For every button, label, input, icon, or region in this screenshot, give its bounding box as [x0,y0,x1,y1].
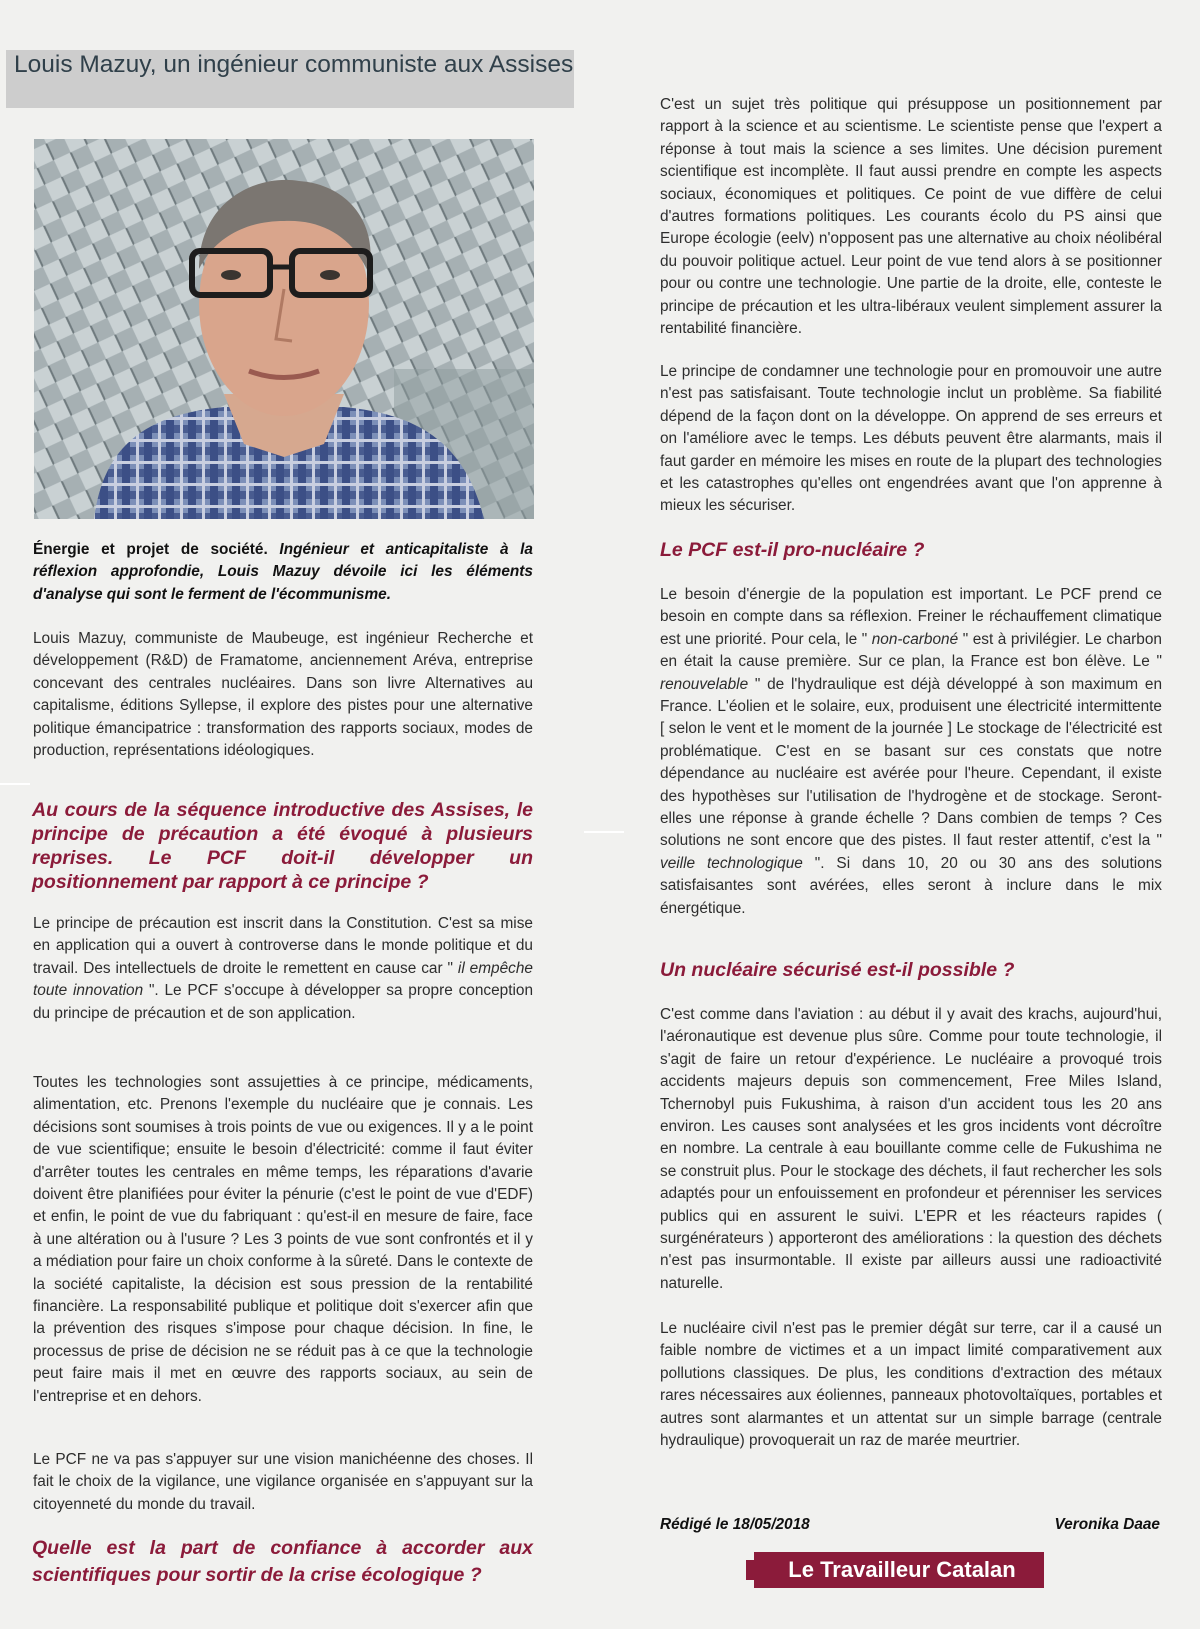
divider [0,783,30,785]
answer-3-text-a: Le besoin d'énergie de la population est important. Le PCF prend ce besoin en compte dans sa réflexion. Freiner le réchauffement climatique est une priorité. Pour cela, le " [660,586,1162,648]
answer-2-paragraph-2: Le principe de condamner une technologie pour en promouvoir une autre n'est pas satisfaisant. Toute technologie inclut un problème. Sa fiabilité dépend de la façon dont on la développe. On apprend de ses erreurs et on l'améliore avec le temps. Les débuts peuvent être alarmants, mais il faut garder en mémoire les mises en route de la plupart des technologies et les catastrophes qu'elles ont engendrées avant que l'on apprenne à mieux les sécuriser. [660,363,1162,515]
answer-4-paragraph-2: Le nucléaire civil n'est pas le premier dégât sur terre, car il a causé un faible nombre de victimes et a un impact limité comparativement aux pollutions classiques. De plus, les conditions d'extraction des métaux rares nécessaires aux éoliennes, panneaux photovoltaïques, portables et autres sont alarmantes et un attentat sur un simple barrage (centrale hydraulique) provoquerait un raz de marée meurtrier. [660,1320,1162,1450]
answer-3-paragraph [660,584,1162,920]
answer-3-text-c: " de l'hydraulique est déjà développé à son maximum en France. L'éolien et le solaire, eux, produisent une électricité intermittente [ selon le vent et le moment de la journée ] Le stockage de l'électricité est problématique. C'est en se basant sur ces constats que notre dépendance au nucléaire est avérée pour l'heure. Cependant, il existe des hypothèses sur l'utilisation de l'hydrogène et de stockage. Seront-elles une réponse à grande échelle ? Dans combien de temps ? Ces solutions ne sont encore que des pistes. Il faut rester attentif, c'est la " [660,675,1162,850]
logo-mark-inner [746,1560,760,1580]
answer-4-paragraph-1: C'est comme dans l'aviation : au début il y avait des krachs, aujourd'hui, l'aéronautique est devenue plus sûre. Comme pour toute technologie, il s'agit de faire un retour d'expérience. Le nucléaire a provoqué trois accidents majeurs depuis son commencement, Free Miles Island, Tchernobyl puis Fukushima, à raison d'un accident tous les 20 ans environ. Les causes sont analysées et les gros incidents vont décroître en nombre. La centrale à eau bouillante comme celle de Fukushima ne se construit plus. Pour le stockage des déchets, il faut rechercher les sols adaptés pour un enfouissement en profondeur et pérenniser les services publics qui en assurent le suivi. L'EPR et les réacteurs rapides ( surgénérateurs ) apporteront des améliorations : la question des déchets n'est pas insurmontable. Il existe par ailleurs aussi une radioactivité naturelle. [660,1006,1162,1292]
answer-1-paragraph-1 [33,913,533,1025]
intro-paragraph [33,539,533,606]
answer-3-text-b: " est à privilégier. Le charbon en était la cause première. Sur ce plan, la France est bon élève. Le " [660,630,1162,671]
answer-1-text-b: ". Le PCF s'occupe à développer sa propre conception du principe de précaution et de son application. [33,982,534,1022]
divider [584,831,624,833]
article-title: Louis Mazuy, un ingénieur communiste aux Assises [6,50,574,108]
author-name: Veronika Daae [1054,1516,1160,1533]
answer-1-text-a: Le principe de précaution est inscrit dans la Constitution. C'est sa mise en application qui a ouvert à controverse dans le monde politique et du travail. Des intellectuels de droite le remettent en cause car " [33,915,533,977]
question-4: Un nucléaire sécurisé est-il possible ? [660,959,1015,981]
question-3: Le PCF est-il pro-nucléaire ? [660,539,925,561]
answer-3-text-d: ". Si dans 10, 20 ou 30 ans des solutions satisfaisantes sont avérées, elles seront à inclure dans le mix énergétique. [660,854,1162,917]
publication-date: Rédigé le 18/05/2018 [660,1516,810,1533]
answer-1-paragraph-3: Le PCF ne va pas s'appuyer sur une vision manichéenne des choses. Il fait le choix de la vigilance, une vigilance organisée en s'appuyant sur la citoyenneté du monde du travail. [33,1451,533,1513]
publication-logo [736,1552,1044,1588]
question-1: Au cours de la séquence introductive des Assises, le principe de précaution a été évoqué à plusieurs reprises. Le PCF doit-il développer un positionnement par rapport à ce principe ? [32,799,533,893]
answer-1-paragraph-2: Toutes les technologies sont assujetties à ce principe, médicaments, alimentation, etc. Prenons l'exemple du nucléaire que je connais. Les décisions sont soumises à trois points de vue ou exigences. Il y a le point de vue scientifique; ensuite le besoin d'électricité: comme il faut éviter d'arrêter toutes les centrales en même temps, les réparations d'avarie doivent être planifiées pour éviter la pénurie (c'est le point de vue d'EDF) et enfin, le point de vue du fabriquant : qu'est-il en mesure de faire, face à une altération ou à l'usure ? Les 3 points de vue sont confrontés et il y a médiation pour faire un choix conforme à la sûreté. Dans le contexte de la société capitaliste, la décision est sous pression de la rentabilité financière. La responsabilité publique et politique doit s'exercer afin que la prévention des risques s'impose pour chaque décision. In fine, le processus de prise de décision ne se réduit pas à ce que la technologie peut faire mais il met en œuvre des rapports sociaux, au sein de l'entreprise et en dehors. [33,1074,533,1405]
question-2: Quelle est la part de confiance à accorder aux scientifiques pour sortir de la crise écologique ? [32,1537,533,1586]
bio-paragraph: Louis Mazuy, communiste de Maubeuge, est ingénieur Recherche et développement (R&D) de Framatome, anciennement Aréva, entreprise concevant des centrales nucléaires. Dans son livre Alternatives au capitalisme, éditions Syllepse, il explore des pistes pour une alternative politique émancipatrice : transformation des rapports sociaux, modes de production, représentations idéologiques. [33,630,533,760]
right-column [600,0,1200,1629]
portrait-photo [34,139,534,519]
publication-name: Le Travailleur Catalan [788,1557,1016,1582]
left-column [0,0,580,1629]
answer-1-quote: il empêche toute innovation [33,959,533,1000]
answer-3-em-3: veille technologique [660,854,803,872]
answer-2-paragraph-1: C'est un sujet très politique qui présuppose un positionnement par rapport à la science et au scientisme. Le scientiste pense que l'expert a réponse à tout mais la science a ses limites. Une décision purement scientifique est incomplète. Il faut aussi prendre en compte les aspects sociaux, économiques et politiques. Ce point de vue diffère de celui d'autres formations politiques. Les courants écolo du PS ainsi que Europe écologie (eelv) n'opposent pas une alternative au choix néolibéral du pouvoir politique actuel. Leur point de vue tend alors à se positionner pour ou contre une technologie. Une partie de la droite, elle, conteste le principe de précaution et les ultra-libéraux veulent simplement assurer la rentabilité financière. [660,96,1162,338]
intro-lead: Énergie et projet de société. [33,541,268,558]
answer-3-em-2: renouvelable [660,675,749,693]
answer-3-em-1: non-carboné [871,630,959,648]
intro-rest: Ingénieur et anticapitaliste à la réflexion approfondie, Louis Mazuy dévoile ici les éléments d'analyse qui sont le ferment de l'écommunisme. [33,541,533,603]
